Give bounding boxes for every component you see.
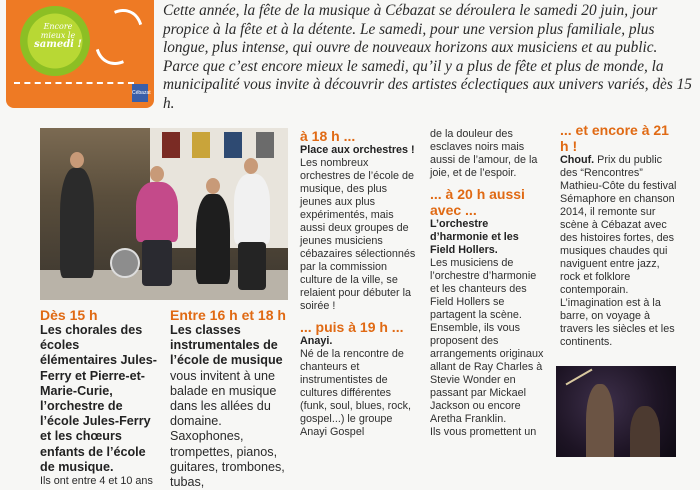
musician-head [244,158,258,174]
chouf-paragraph [560,154,680,349]
chouf-text: Prix du public des “Rencontres” Mathieu-Côte du festival Sémaphore en chanson 2014, il remonte sur scène à Cébazat avec des histoires fortes, des musiques chaudes qui naviguent entre jazz, rock et folklore contemporain. L’imagination est à la barre, on voyage à travers les siècles et les continents. [560,154,677,348]
drum-kit [110,248,140,278]
event-logo [6,0,154,108]
photo-poster [162,132,180,158]
column-15h-text: Les chorales des écoles élémentaires Jules-Ferry et Pierre-et-Marie-Curie, l’orchestre de l’école Jules-Ferry et les chœurs enfants de l’école de musique. [40,323,157,474]
musician-figure [136,182,178,242]
column-20h [430,128,546,439]
orchestras-text: Les nombreux orchestres de l’école de musique, des plus jeunes aux plus expérimentés, mais aussi deux groupes de jeunes musiciens cébazaires sélectionnés par la commission culture de la ville, se relaient pour débuter la soirée ! [300,157,416,312]
concert-photo [556,366,676,457]
anayi-heading: Anayi. [300,335,333,347]
photo-poster [224,132,242,158]
logo-slogan-line3: samedi ! [34,39,82,50]
column-16h-18h-text [170,323,292,490]
band-photo [40,128,288,300]
column-15h [40,307,158,488]
violin-bow [566,369,593,386]
time-heading-18h: à 18 h ... [300,128,356,144]
musician-figure [142,240,172,286]
intro-paragraph: Cette année, la fête de la musique à Cébazat se déroulera le samedi 20 juin, jour propice à la fête et à la détente. Le samedi, pour une version plus familiale, plus longue, plus intense, qui ouvre de nouveaux horizons aux musiciens et au public. Parce que c’est encore mieux le samedi, qu’il y a plus de fête et plus de monde, la municipalité vous invite à découvrir des artistes éclectiques aux univers variés, dès 15 h. [163,2,692,112]
column-16h-18h-lead: Les classes instrumentales de l’école de musique [170,323,283,368]
musician-figure [238,242,266,290]
musician-figure [60,168,94,278]
musician-figure [196,194,230,284]
logo-swirl-decoration [86,1,152,73]
anayi-text: Né de la rencontre de chanteurs et instrumentistes de cultures différentes (funk, soul, blues, rock, gospel...) le groupe Anayi Gospel [300,348,412,438]
town-badge: Cébazat [132,84,148,102]
logo-slogan-line1: Encore [43,22,73,31]
musician-head [206,178,220,194]
column-15h-tail: Ils ont entre 4 et 10 ans [40,475,153,488]
orchestras-heading: Place aux orchestres ! [300,144,415,156]
logo-dashed-decoration [14,70,134,84]
chouf-heading: Chouf. [560,154,595,166]
photo-poster [256,132,274,158]
musician-head [150,166,164,182]
anayi-continued-text: de la douleur des esclaves noirs mais aussi de l’amour, de la joie, et de l’espoir. [430,128,538,179]
performer-figure [630,406,660,457]
logo-slogan [28,22,88,49]
column-21h [560,122,680,349]
harmonie-text: Les musiciens de l’orchestre d’harmonie et les chanteurs des Field Hollers se partagent la scène. Ensemble, ils vous proposent des arrangements originaux allant de Ray Charles à Stevie Wonder en passant par Mickael Jackson ou encore Aretha Franklin. [430,257,544,425]
column-16h-18h [170,307,292,490]
performer-figure [586,384,614,457]
harmonie-heading: L’orchestre d’harmonie et les Field Hollers. [430,218,519,256]
time-heading-19h: ... puis à 19 h ... [300,319,404,335]
musician-head [70,152,84,168]
time-heading-15h: Dès 15 h [40,307,98,323]
column-16h-18h-body: vous invitent à une balade en musique dans les allées du domaine. Saxophones, trompettes, pianos, guitares, trombones, tubas, [170,368,285,490]
logo-slogan-line2: mieux le [40,31,76,40]
musician-figure [234,174,270,244]
column-18h-19h [300,128,418,439]
time-heading-16h-18h: Entre 16 h et 18 h [170,307,286,323]
time-heading-20h: ... à 20 h aussi avec ... [430,186,525,218]
harmonie-tail: Ils vous promettent un [430,426,537,438]
photo-poster [192,132,210,158]
time-heading-21h: ... et encore à 21 h ! [560,122,669,154]
